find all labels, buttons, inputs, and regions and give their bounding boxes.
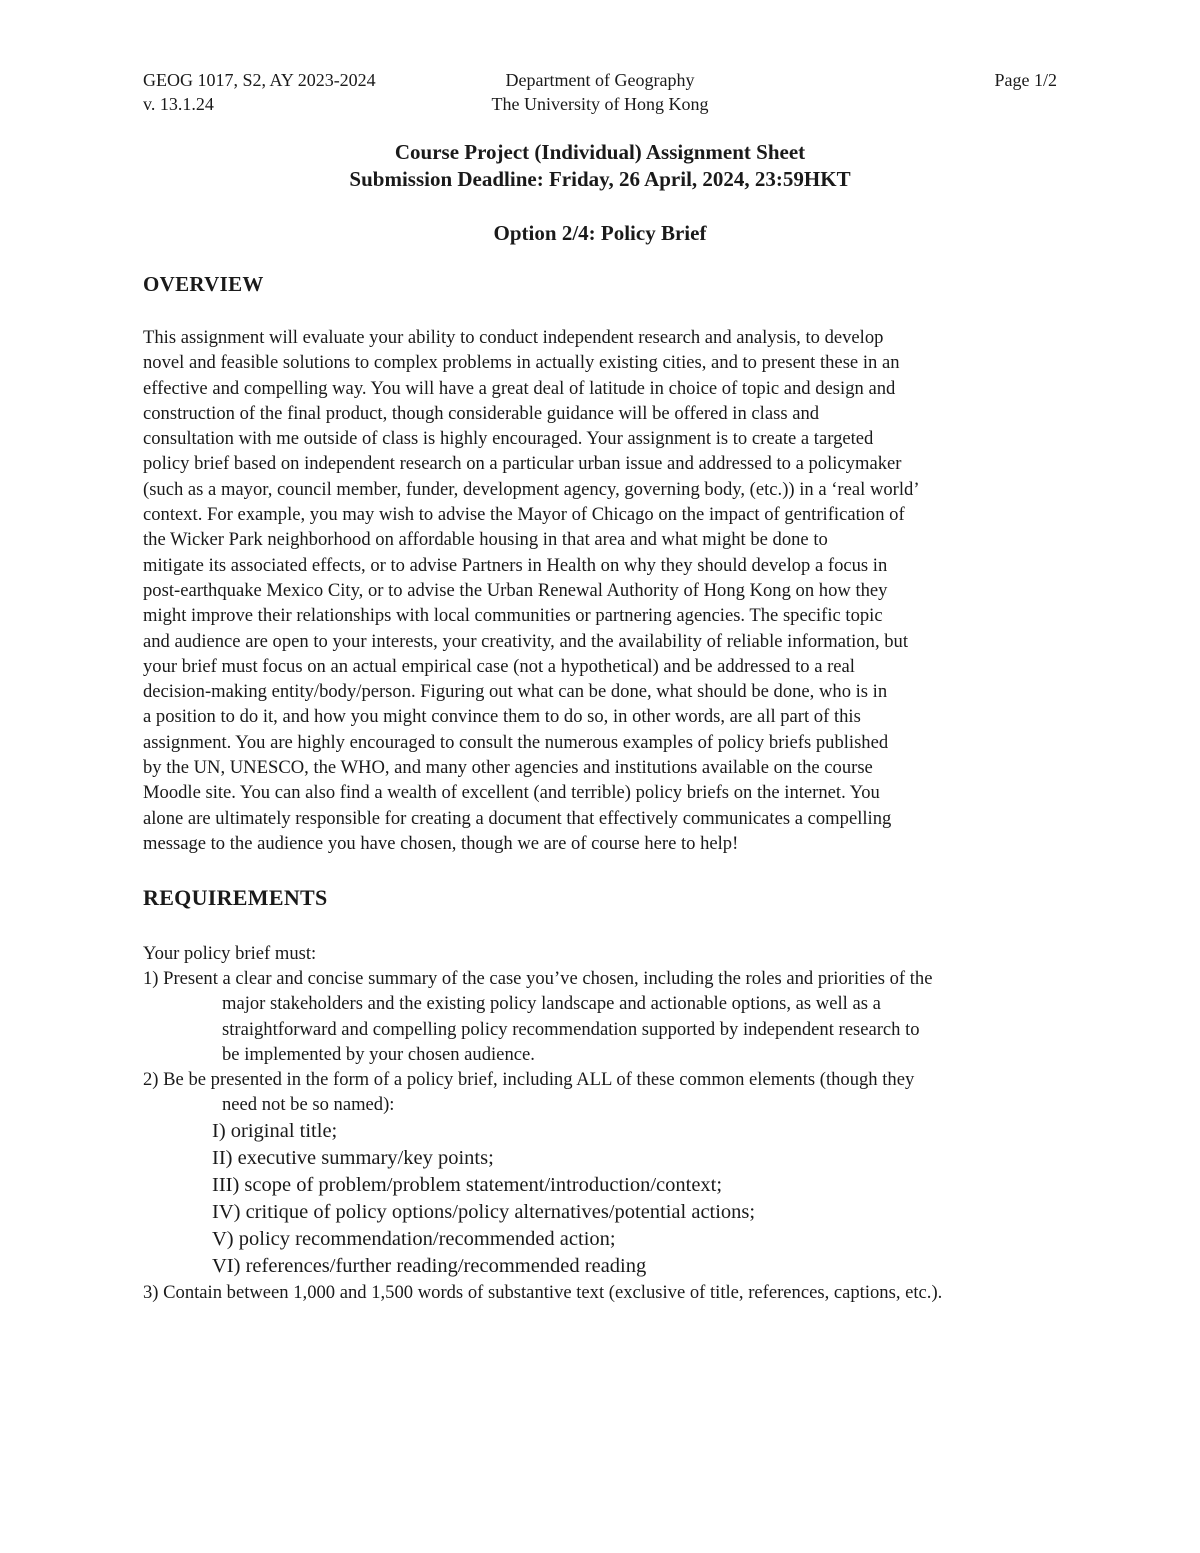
- list-item: V) policy recommendation/recommended action;: [212, 1227, 616, 1250]
- paragraph-line: assignment. You are highly encouraged to consult the numerous examples of policy briefs published: [143, 731, 889, 753]
- option-title: Option 2/4: Policy Brief: [493, 221, 707, 245]
- requirement-item-2: [143, 1067, 1073, 1280]
- requirement-line: 1) Present a clear and concise summary of the case you’ve chosen, including the roles and priorities of the: [143, 968, 933, 989]
- deadline-line: Submission Deadline: Friday, 26 April, 2024, 23:59HKT: [349, 167, 851, 191]
- paragraph-line: This assignment will evaluate your ability to conduct independent research and analysis, to develop: [143, 327, 884, 348]
- paragraph-line: consultation with me outside of class is highly encouraged. Your assignment is to create a targeted: [143, 428, 874, 450]
- header-department: [350, 68, 850, 116]
- requirement-line: 3) Contain between 1,000 and 1,500 words of substantive text (exclusive of title, references, captions, etc.).: [143, 1281, 943, 1303]
- paragraph-line: might improve their relationships with local communities or partnering agencies. The specific topic: [143, 605, 883, 627]
- requirement-item-1: [143, 966, 1073, 1067]
- title-line: Course Project (Individual) Assignment Sheet: [394, 140, 806, 164]
- list-item: VI) references/further reading/recommended reading: [212, 1254, 647, 1277]
- list-item: I) original title;: [212, 1119, 338, 1142]
- paragraph-line: by the UN, UNESCO, the WHO, and many other agencies and institutions available on the course: [143, 757, 873, 779]
- paragraph-line: your brief must focus on an actual empirical case (not a hypothetical) and be addressed to a real: [143, 655, 855, 677]
- page-number: Page 1/2: [994, 70, 1057, 90]
- requirement-line: major stakeholders and the existing policy landscape and actionable options, as well as a: [222, 993, 881, 1015]
- paragraph-line: a position to do it, and how you might convince them to do so, in other words, are all part of this: [143, 706, 861, 728]
- requirement-item-3: [143, 1280, 1073, 1305]
- paragraph-line: construction of the final product, though considerable guidance will be offered in class and: [143, 402, 820, 424]
- paragraph-line: post-earthquake Mexico City, or to advise the Urban Renewal Authority of Hong Kong on how they: [143, 579, 888, 601]
- requirements-list: [143, 966, 1073, 1305]
- header-version: v. 13.1.24: [143, 94, 214, 114]
- header-course-code: GEOG 1017, S2, AY 2023-2024: [143, 70, 376, 90]
- paragraph-line: novel and feasible solutions to complex problems in actually existing cities, and to present these in an: [143, 352, 900, 374]
- header-department-name: Department of Geography: [505, 70, 695, 90]
- requirement-line: 2) Be be presented in the form of a policy brief, including ALL of these common elements (though they: [143, 1069, 915, 1091]
- header-course-info: [143, 68, 376, 116]
- paragraph-line: decision-making entity/body/person. Figuring out what can be done, what should be done, who is in: [143, 681, 888, 703]
- paragraph-line: alone are ultimately responsible for creating a document that effectively communicates a compelling: [143, 807, 892, 829]
- paragraph-line: mitigate its associated effects, or to advise Partners in Health on why they should develop a focus in: [143, 554, 888, 576]
- policy-brief-elements-list: [143, 1118, 1073, 1280]
- paragraph-line: policy brief based on independent research on a particular urban issue and addressed to a policymaker: [143, 453, 902, 475]
- requirements-heading: REQUIREMENTS: [143, 885, 328, 910]
- overview-heading: OVERVIEW: [143, 272, 264, 296]
- paragraph-line: message to the audience you have chosen, though we are of course here to help!: [143, 832, 739, 854]
- paragraph-line: context. For example, you may wish to advise the Mayor of Chicago on the impact of gentrification of: [143, 504, 905, 526]
- paragraph-line: Moodle site. You can also find a wealth of excellent (and terrible) policy briefs on the internet. You: [143, 782, 880, 804]
- requirements-intro: Your policy brief must:: [143, 943, 317, 964]
- requirement-line: need not be so named):: [222, 1094, 395, 1116]
- header-university-name: The University of Hong Kong: [491, 94, 709, 114]
- document-title: [0, 139, 1200, 193]
- paragraph-line: the Wicker Park neighborhood on affordable housing in that area and what might be done to: [143, 529, 828, 551]
- paragraph-line: and audience are open to your interests, your creativity, and the availability of reliable information, but: [143, 630, 909, 652]
- header-page-number: [995, 68, 1058, 92]
- requirement-line: be implemented by your chosen audience.: [222, 1043, 535, 1065]
- requirement-line: straightforward and compelling policy recommendation supported by independent research to: [222, 1018, 920, 1040]
- overview-paragraph: [143, 325, 1063, 856]
- paragraph-line: (such as a mayor, council member, funder, development agency, governing body, (etc.)) in a ‘real world’: [143, 478, 920, 500]
- list-item: II) executive summary/key points;: [212, 1146, 494, 1169]
- paragraph-line: effective and compelling way. You will have a great deal of latitude in choice of topic and design and: [143, 377, 896, 399]
- list-item: IV) critique of policy options/policy alternatives/potential actions;: [212, 1200, 756, 1223]
- list-item: III) scope of problem/problem statement/introduction/context;: [212, 1173, 723, 1196]
